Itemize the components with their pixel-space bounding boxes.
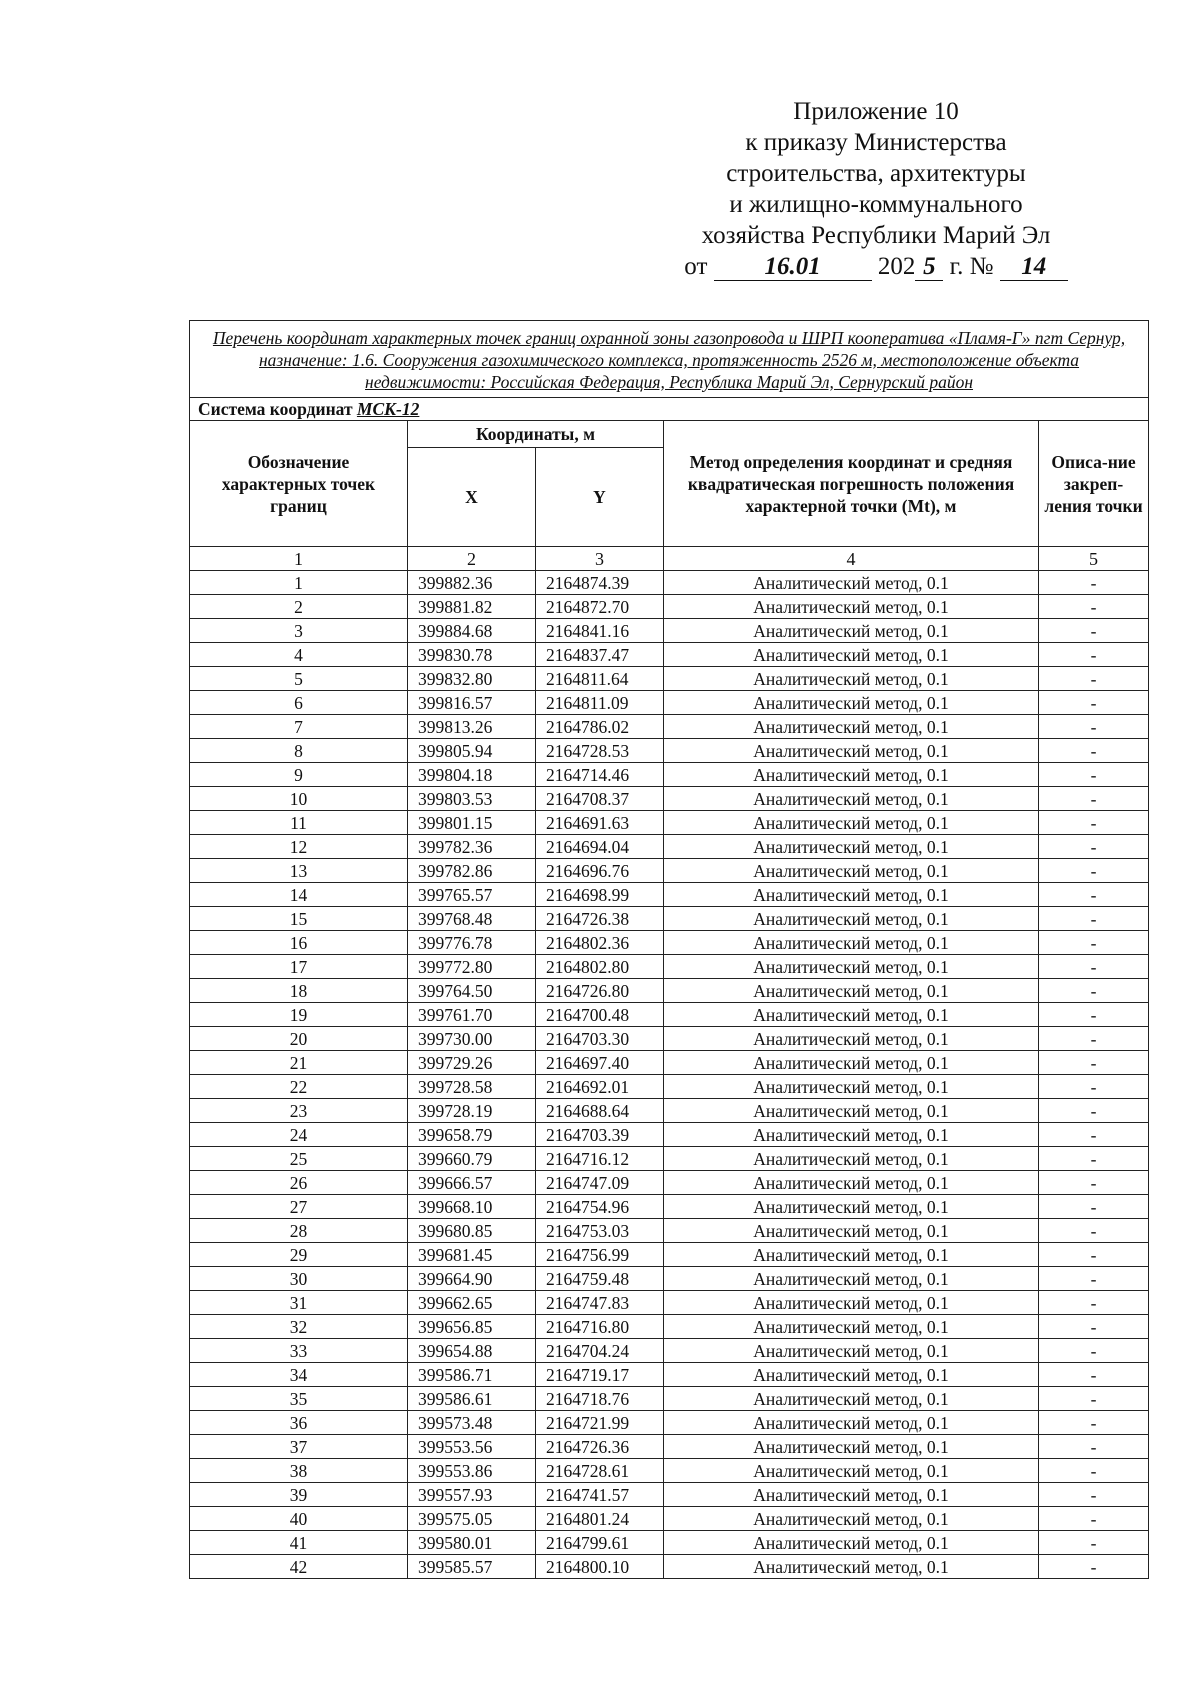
table-row (190, 1483, 1149, 1507)
method-cell: Аналитический метод, 0.1 (664, 763, 1039, 787)
y-cell: 2164802.36 (536, 931, 664, 955)
appendix-line: строительства, архитектуры (726, 160, 1026, 187)
table-row (190, 1147, 1149, 1171)
x-cell: 399557.93 (408, 1483, 536, 1507)
point-cell: 6 (190, 691, 408, 715)
x-cell: 399764.50 (408, 979, 536, 1003)
x-cell: 399658.79 (408, 1123, 536, 1147)
handwritten-year: 5 (915, 254, 943, 281)
caption-row (190, 321, 1149, 398)
point-cell: 38 (190, 1459, 408, 1483)
y-cell: 2164799.61 (536, 1531, 664, 1555)
table-row (190, 1459, 1149, 1483)
y-cell: 2164698.99 (536, 883, 664, 907)
table-row (190, 1387, 1149, 1411)
method-cell: Аналитический метод, 0.1 (664, 643, 1039, 667)
point-cell: 24 (190, 1123, 408, 1147)
table-row (190, 883, 1149, 907)
table-row (190, 835, 1149, 859)
y-cell: 2164728.61 (536, 1459, 664, 1483)
y-cell: 2164811.09 (536, 691, 664, 715)
desc-cell: - (1039, 1387, 1149, 1411)
header-y: Y (536, 448, 664, 547)
point-cell: 35 (190, 1387, 408, 1411)
method-cell: Аналитический метод, 0.1 (664, 1171, 1039, 1195)
x-cell: 399765.57 (408, 883, 536, 907)
appendix-header (656, 96, 1096, 282)
point-cell: 27 (190, 1195, 408, 1219)
y-cell: 2164811.64 (536, 667, 664, 691)
y-cell: 2164800.10 (536, 1555, 664, 1579)
method-cell: Аналитический метод, 0.1 (664, 1291, 1039, 1315)
point-cell: 36 (190, 1411, 408, 1435)
point-cell: 2 (190, 595, 408, 619)
appendix-line: и жилищно-коммунального (729, 191, 1023, 218)
method-cell: Аналитический метод, 0.1 (664, 955, 1039, 979)
x-cell: 399580.01 (408, 1531, 536, 1555)
desc-cell: - (1039, 643, 1149, 667)
method-cell: Аналитический метод, 0.1 (664, 1363, 1039, 1387)
y-cell: 2164726.36 (536, 1435, 664, 1459)
handwritten-order-number: 14 (1000, 254, 1068, 281)
column-number-row (190, 547, 1149, 571)
point-cell: 37 (190, 1435, 408, 1459)
header-desc: Описа-ние закреп-ления точки (1039, 421, 1149, 547)
x-cell: 399666.57 (408, 1171, 536, 1195)
point-cell: 8 (190, 739, 408, 763)
method-cell: Аналитический метод, 0.1 (664, 859, 1039, 883)
header-x: X (408, 448, 536, 547)
table-row (190, 1099, 1149, 1123)
date-prefix: от (684, 253, 708, 280)
desc-cell: - (1039, 1027, 1149, 1051)
method-cell: Аналитический метод, 0.1 (664, 667, 1039, 691)
desc-cell: - (1039, 907, 1149, 931)
desc-cell: - (1039, 1099, 1149, 1123)
point-cell: 41 (190, 1531, 408, 1555)
table-row (190, 643, 1149, 667)
table-row (190, 811, 1149, 835)
x-cell: 399813.26 (408, 715, 536, 739)
point-cell: 39 (190, 1483, 408, 1507)
desc-cell: - (1039, 1075, 1149, 1099)
method-cell: Аналитический метод, 0.1 (664, 1147, 1039, 1171)
coordinate-system-label: Система координат (198, 399, 353, 419)
method-cell: Аналитический метод, 0.1 (664, 595, 1039, 619)
y-cell: 2164753.03 (536, 1219, 664, 1243)
method-cell: Аналитический метод, 0.1 (664, 1507, 1039, 1531)
desc-cell: - (1039, 1171, 1149, 1195)
method-cell: Аналитический метод, 0.1 (664, 787, 1039, 811)
y-cell: 2164714.46 (536, 763, 664, 787)
x-cell: 399772.80 (408, 955, 536, 979)
method-cell: Аналитический метод, 0.1 (664, 739, 1039, 763)
y-cell: 2164756.99 (536, 1243, 664, 1267)
method-cell: Аналитический метод, 0.1 (664, 1075, 1039, 1099)
x-cell: 399553.86 (408, 1459, 536, 1483)
desc-cell: - (1039, 619, 1149, 643)
desc-cell: - (1039, 835, 1149, 859)
method-cell: Аналитический метод, 0.1 (664, 1555, 1039, 1579)
header-coords: Координаты, м (408, 421, 664, 448)
method-cell: Аналитический метод, 0.1 (664, 1459, 1039, 1483)
desc-cell: - (1039, 1507, 1149, 1531)
table-row (190, 979, 1149, 1003)
point-cell: 10 (190, 787, 408, 811)
table-caption (190, 321, 1149, 398)
point-cell: 40 (190, 1507, 408, 1531)
y-cell: 2164759.48 (536, 1267, 664, 1291)
x-cell: 399553.56 (408, 1435, 536, 1459)
point-cell: 16 (190, 931, 408, 955)
y-cell: 2164726.38 (536, 907, 664, 931)
point-cell: 31 (190, 1291, 408, 1315)
desc-cell: - (1039, 787, 1149, 811)
handwritten-date: 16.01 (714, 254, 872, 281)
table-row (190, 1555, 1149, 1579)
y-cell: 2164704.24 (536, 1339, 664, 1363)
method-cell: Аналитический метод, 0.1 (664, 1531, 1039, 1555)
point-cell: 22 (190, 1075, 408, 1099)
y-cell: 2164872.70 (536, 595, 664, 619)
method-cell: Аналитический метод, 0.1 (664, 1315, 1039, 1339)
table-row (190, 907, 1149, 931)
y-cell: 2164716.12 (536, 1147, 664, 1171)
appendix-line: к приказу Министерства (745, 129, 1007, 156)
x-cell: 399768.48 (408, 907, 536, 931)
table-row (190, 787, 1149, 811)
point-cell: 1 (190, 571, 408, 595)
x-cell: 399729.26 (408, 1051, 536, 1075)
method-cell: Аналитический метод, 0.1 (664, 1483, 1039, 1507)
x-cell: 399656.85 (408, 1315, 536, 1339)
y-cell: 2164801.24 (536, 1507, 664, 1531)
desc-cell: - (1039, 1483, 1149, 1507)
method-cell: Аналитический метод, 0.1 (664, 811, 1039, 835)
method-cell: Аналитический метод, 0.1 (664, 1387, 1039, 1411)
x-cell: 399782.86 (408, 859, 536, 883)
method-cell: Аналитический метод, 0.1 (664, 835, 1039, 859)
desc-cell: - (1039, 883, 1149, 907)
col-number: 3 (536, 547, 664, 571)
x-cell: 399803.53 (408, 787, 536, 811)
x-cell: 399728.19 (408, 1099, 536, 1123)
table-row (190, 1075, 1149, 1099)
method-cell: Аналитический метод, 0.1 (664, 571, 1039, 595)
point-cell: 20 (190, 1027, 408, 1051)
desc-cell: - (1039, 739, 1149, 763)
table-row (190, 1531, 1149, 1555)
table-row (190, 1003, 1149, 1027)
point-cell: 33 (190, 1339, 408, 1363)
table-row (190, 715, 1149, 739)
y-cell: 2164874.39 (536, 571, 664, 595)
x-cell: 399884.68 (408, 619, 536, 643)
point-cell: 18 (190, 979, 408, 1003)
x-cell: 399681.45 (408, 1243, 536, 1267)
col-number: 4 (664, 547, 1039, 571)
desc-cell: - (1039, 811, 1149, 835)
desc-cell: - (1039, 1291, 1149, 1315)
point-cell: 11 (190, 811, 408, 835)
table-row (190, 1219, 1149, 1243)
x-cell: 399816.57 (408, 691, 536, 715)
point-cell: 17 (190, 955, 408, 979)
x-cell: 399730.00 (408, 1027, 536, 1051)
x-cell: 399882.36 (408, 571, 536, 595)
desc-cell: - (1039, 667, 1149, 691)
table-row (190, 1243, 1149, 1267)
x-cell: 399881.82 (408, 595, 536, 619)
desc-cell: - (1039, 1363, 1149, 1387)
y-cell: 2164786.02 (536, 715, 664, 739)
coordinate-system (190, 398, 1149, 421)
table-row (190, 1411, 1149, 1435)
point-cell: 12 (190, 835, 408, 859)
header-point: Обозначение характерных точек границ (190, 421, 408, 547)
y-cell: 2164802.80 (536, 955, 664, 979)
method-cell: Аналитический метод, 0.1 (664, 931, 1039, 955)
y-cell: 2164688.64 (536, 1099, 664, 1123)
point-cell: 28 (190, 1219, 408, 1243)
desc-cell: - (1039, 931, 1149, 955)
method-cell: Аналитический метод, 0.1 (664, 907, 1039, 931)
method-cell: Аналитический метод, 0.1 (664, 1099, 1039, 1123)
table-row (190, 571, 1149, 595)
table-row (190, 595, 1149, 619)
point-cell: 13 (190, 859, 408, 883)
desc-cell: - (1039, 955, 1149, 979)
x-cell: 399573.48 (408, 1411, 536, 1435)
table-row (190, 739, 1149, 763)
table-row (190, 763, 1149, 787)
table-row (190, 1363, 1149, 1387)
method-cell: Аналитический метод, 0.1 (664, 691, 1039, 715)
desc-cell: - (1039, 1435, 1149, 1459)
point-cell: 4 (190, 643, 408, 667)
point-cell: 7 (190, 715, 408, 739)
y-cell: 2164703.30 (536, 1027, 664, 1051)
x-cell: 399575.05 (408, 1507, 536, 1531)
table-row (190, 691, 1149, 715)
appendix-line: хозяйства Республики Марий Эл (701, 222, 1051, 249)
y-cell: 2164747.09 (536, 1171, 664, 1195)
year-prefix: 202 (877, 253, 916, 280)
table-row (190, 859, 1149, 883)
method-cell: Аналитический метод, 0.1 (664, 1051, 1039, 1075)
desc-cell: - (1039, 1051, 1149, 1075)
header-row (190, 421, 1149, 448)
method-cell: Аналитический метод, 0.1 (664, 1027, 1039, 1051)
col-number: 2 (408, 547, 536, 571)
x-cell: 399801.15 (408, 811, 536, 835)
y-cell: 2164703.39 (536, 1123, 664, 1147)
x-cell: 399782.36 (408, 835, 536, 859)
y-cell: 2164841.16 (536, 619, 664, 643)
table-row (190, 1027, 1149, 1051)
y-cell: 2164700.48 (536, 1003, 664, 1027)
method-cell: Аналитический метод, 0.1 (664, 1411, 1039, 1435)
col-number: 1 (190, 547, 408, 571)
desc-cell: - (1039, 1147, 1149, 1171)
x-cell: 399662.65 (408, 1291, 536, 1315)
desc-cell: - (1039, 1243, 1149, 1267)
table-row (190, 1507, 1149, 1531)
x-cell: 399776.78 (408, 931, 536, 955)
point-cell: 19 (190, 1003, 408, 1027)
desc-cell: - (1039, 1123, 1149, 1147)
y-cell: 2164726.80 (536, 979, 664, 1003)
point-cell: 32 (190, 1315, 408, 1339)
table-row (190, 1291, 1149, 1315)
x-cell: 399586.71 (408, 1363, 536, 1387)
y-cell: 2164719.17 (536, 1363, 664, 1387)
desc-cell: - (1039, 1531, 1149, 1555)
method-cell: Аналитический метод, 0.1 (664, 1243, 1039, 1267)
point-cell: 23 (190, 1099, 408, 1123)
method-cell: Аналитический метод, 0.1 (664, 1123, 1039, 1147)
x-cell: 399680.85 (408, 1219, 536, 1243)
x-cell: 399761.70 (408, 1003, 536, 1027)
desc-cell: - (1039, 571, 1149, 595)
y-cell: 2164691.63 (536, 811, 664, 835)
col-number: 5 (1039, 547, 1149, 571)
desc-cell: - (1039, 1003, 1149, 1027)
desc-cell: - (1039, 595, 1149, 619)
table-row (190, 619, 1149, 643)
coordinates-table (189, 320, 1149, 1579)
point-cell: 29 (190, 1243, 408, 1267)
x-cell: 399585.57 (408, 1555, 536, 1579)
y-cell: 2164721.99 (536, 1411, 664, 1435)
y-cell: 2164696.76 (536, 859, 664, 883)
point-cell: 30 (190, 1267, 408, 1291)
desc-cell: - (1039, 1219, 1149, 1243)
y-cell: 2164708.37 (536, 787, 664, 811)
desc-cell: - (1039, 763, 1149, 787)
desc-cell: - (1039, 1411, 1149, 1435)
desc-cell: - (1039, 1459, 1149, 1483)
y-cell: 2164747.83 (536, 1291, 664, 1315)
table-row (190, 1435, 1149, 1459)
point-cell: 34 (190, 1363, 408, 1387)
table-row (190, 1315, 1149, 1339)
x-cell: 399804.18 (408, 763, 536, 787)
x-cell: 399805.94 (408, 739, 536, 763)
x-cell: 399664.90 (408, 1267, 536, 1291)
desc-cell: - (1039, 715, 1149, 739)
system-row (190, 398, 1149, 421)
desc-cell: - (1039, 691, 1149, 715)
y-cell: 2164692.01 (536, 1075, 664, 1099)
desc-cell: - (1039, 1195, 1149, 1219)
point-cell: 9 (190, 763, 408, 787)
x-cell: 399586.61 (408, 1387, 536, 1411)
method-cell: Аналитический метод, 0.1 (664, 1219, 1039, 1243)
table-row (190, 667, 1149, 691)
x-cell: 399830.78 (408, 643, 536, 667)
y-cell: 2164741.57 (536, 1483, 664, 1507)
table-row (190, 1123, 1149, 1147)
desc-cell: - (1039, 1267, 1149, 1291)
desc-cell: - (1039, 859, 1149, 883)
appendix-line: Приложение 10 (793, 98, 959, 125)
table-caption-text: Перечень координат характерных точек границ охранной зоны газопровода и ШРП кооператива «Пламя-Г» пгт Сернур, назначение: 1.6. Сооружения газохимического комплекса, протяженность 2526 м, местоположение объекта недвижимости: Российская Федерация, Республика Марий Эл, Сернурский район (212, 328, 1126, 392)
method-cell: Аналитический метод, 0.1 (664, 979, 1039, 1003)
y-cell: 2164728.53 (536, 739, 664, 763)
method-cell: Аналитический метод, 0.1 (664, 1003, 1039, 1027)
method-cell: Аналитический метод, 0.1 (664, 619, 1039, 643)
desc-cell: - (1039, 1555, 1149, 1579)
point-cell: 26 (190, 1171, 408, 1195)
table-row (190, 1339, 1149, 1363)
y-cell: 2164837.47 (536, 643, 664, 667)
x-cell: 399832.80 (408, 667, 536, 691)
desc-cell: - (1039, 1315, 1149, 1339)
x-cell: 399660.79 (408, 1147, 536, 1171)
x-cell: 399654.88 (408, 1339, 536, 1363)
header-method: Метод определения координат и средняя квадратическая погрешность положения характерной точки (Mt), м (664, 421, 1039, 547)
coordinate-system-value: МСК-12 (356, 399, 420, 419)
table-row (190, 955, 1149, 979)
x-cell: 399668.10 (408, 1195, 536, 1219)
point-cell: 14 (190, 883, 408, 907)
table-row (190, 931, 1149, 955)
table-row (190, 1171, 1149, 1195)
y-cell: 2164718.76 (536, 1387, 664, 1411)
method-cell: Аналитический метод, 0.1 (664, 1267, 1039, 1291)
y-cell: 2164754.96 (536, 1195, 664, 1219)
method-cell: Аналитический метод, 0.1 (664, 1339, 1039, 1363)
desc-cell: - (1039, 1339, 1149, 1363)
point-cell: 42 (190, 1555, 408, 1579)
y-cell: 2164694.04 (536, 835, 664, 859)
y-cell: 2164716.80 (536, 1315, 664, 1339)
point-cell: 3 (190, 619, 408, 643)
y-cell: 2164697.40 (536, 1051, 664, 1075)
order-date-line (656, 251, 1096, 282)
point-cell: 21 (190, 1051, 408, 1075)
year-suffix: г. № (949, 253, 994, 280)
point-cell: 15 (190, 907, 408, 931)
desc-cell: - (1039, 979, 1149, 1003)
table-row (190, 1051, 1149, 1075)
method-cell: Аналитический метод, 0.1 (664, 1435, 1039, 1459)
point-cell: 25 (190, 1147, 408, 1171)
method-cell: Аналитический метод, 0.1 (664, 1195, 1039, 1219)
table-row (190, 1267, 1149, 1291)
x-cell: 399728.58 (408, 1075, 536, 1099)
method-cell: Аналитический метод, 0.1 (664, 883, 1039, 907)
point-cell: 5 (190, 667, 408, 691)
table-row (190, 1195, 1149, 1219)
method-cell: Аналитический метод, 0.1 (664, 715, 1039, 739)
